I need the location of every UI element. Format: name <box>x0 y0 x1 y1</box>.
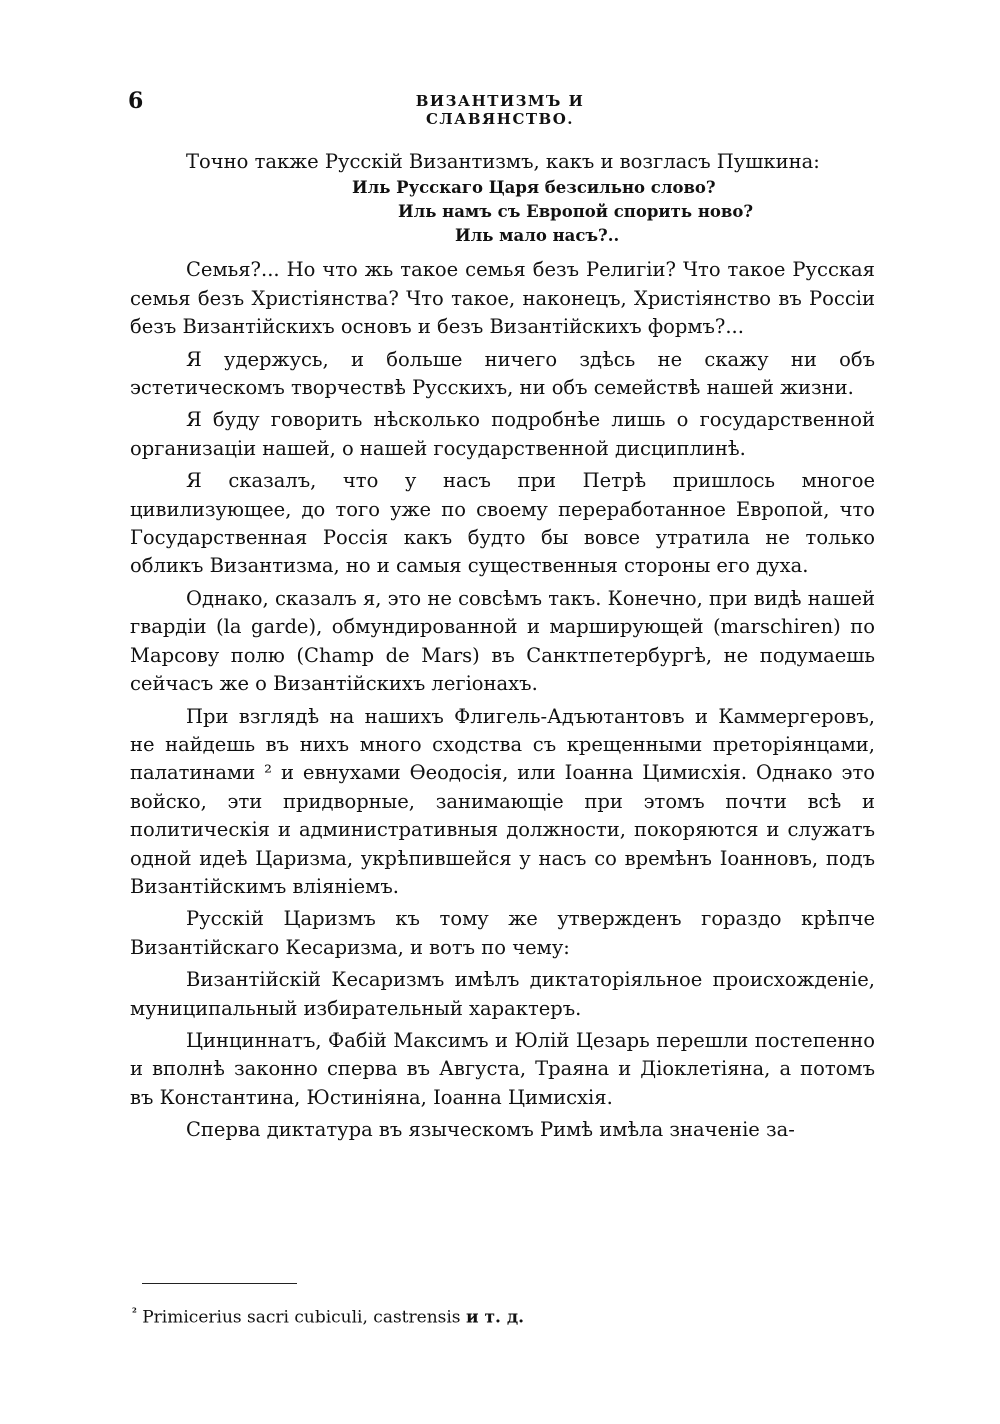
verse-line: Иль Русскаго Царя безсильно слово? <box>352 178 716 198</box>
footnote-divider <box>142 1283 297 1284</box>
paragraph: Сперва диктатура въ языческомъ Римѣ имѣла значеніе за- <box>186 1118 795 1142</box>
lead-paragraph: Точно также Русскій Византизмъ, какъ и возгласъ Пушкина: <box>186 150 820 173</box>
footnote-marker: ² <box>132 1306 137 1319</box>
paragraph: Однако, сказалъ я, это не совсѣмъ такъ. Конечно, при видѣ нашей гвардіи (la garde), обмундированной и марширующей (marschiren) по Марсову полю (Champ de Mars) въ Санктпетербургѣ, не подумаешь сейчасъ же о Византійскихъ легіонахъ. <box>130 586 875 696</box>
verse-line: Иль намъ съ Европой спорить ново? <box>398 202 754 222</box>
footnote-text: Primicerius sacri cubiculi, castrensis <box>142 1307 461 1328</box>
running-title: ВИЗАНТИЗМЪ И СЛАВЯНСТВО. <box>415 92 585 128</box>
paragraph: Я сказалъ, что у насъ при Петрѣ пришлось многое цивилизующее, до того уже по своему переработанное Европой, что Государственная Россія какъ будто бы вовсе утратила не только обликъ Византизма, но и самыя существенныя стороны его духа. <box>130 469 875 578</box>
paragraph: Русскій Царизмъ къ тому же утвержденъ гораздо крѣпче Византійскаго Кесаризма, и вотъ по чему: <box>130 907 875 959</box>
paragraph: Византійскій Кесаризмъ имѣлъ диктаторіяльное происхожденіе, муниципальный избирательный характеръ. <box>130 968 875 1020</box>
pushkin-verse <box>130 176 875 248</box>
footnote <box>132 1306 524 1328</box>
paragraph: При взглядѣ на нашихъ Флигель-Адъютантовъ и Каммергеровъ, не найдешь въ нихъ много сходства съ крещенными преторіянцами, палатинами ² и евнухами Ѳеодосія, или Іоанна Цимисхія. Однако это войско, эти придворные, занимающіе при этомъ почти всѣ и политическія и административныя должности, покоряются и служатъ одной идеѣ Царизма, укрѣпившейся у насъ со времѣнъ Іоанновъ, подъ Византійскимъ вліяніемъ. <box>130 704 875 898</box>
paragraph: Я удержусь, и больше ничего здѣсь не скажу ни объ эстетическомъ творчествѣ Русскихъ, ни объ семействѣ нашей жизни. <box>130 347 875 400</box>
footnote-tail: и т. д. <box>465 1307 525 1328</box>
page-number: 6 <box>128 88 144 114</box>
paragraph: Семья?... Но что жь такое семья безъ Религіи? Что такое Русская семья безъ Христіянства? Что такое, наконецъ, Христіянство въ Россіи безъ Византійскихъ основъ и безъ Византійскихъ формъ?... <box>130 258 875 339</box>
main-text <box>130 148 875 1149</box>
paragraph: Цинциннатъ, Фабій Максимъ и Юлій Цезарь перешли постепенно и вполнѣ законно сперва въ Августа, Траяна и Діоклетіяна, а потомъ въ Константина, Юстиніяна, Іоанна Цимисхія. <box>130 1028 875 1109</box>
verse-line: Иль мало насъ?.. <box>455 226 620 246</box>
paragraph: Я буду говорить нѣсколько подробнѣе лишь о государственной организаціи нашей, о нашей государственной дисциплинѣ. <box>130 408 875 460</box>
